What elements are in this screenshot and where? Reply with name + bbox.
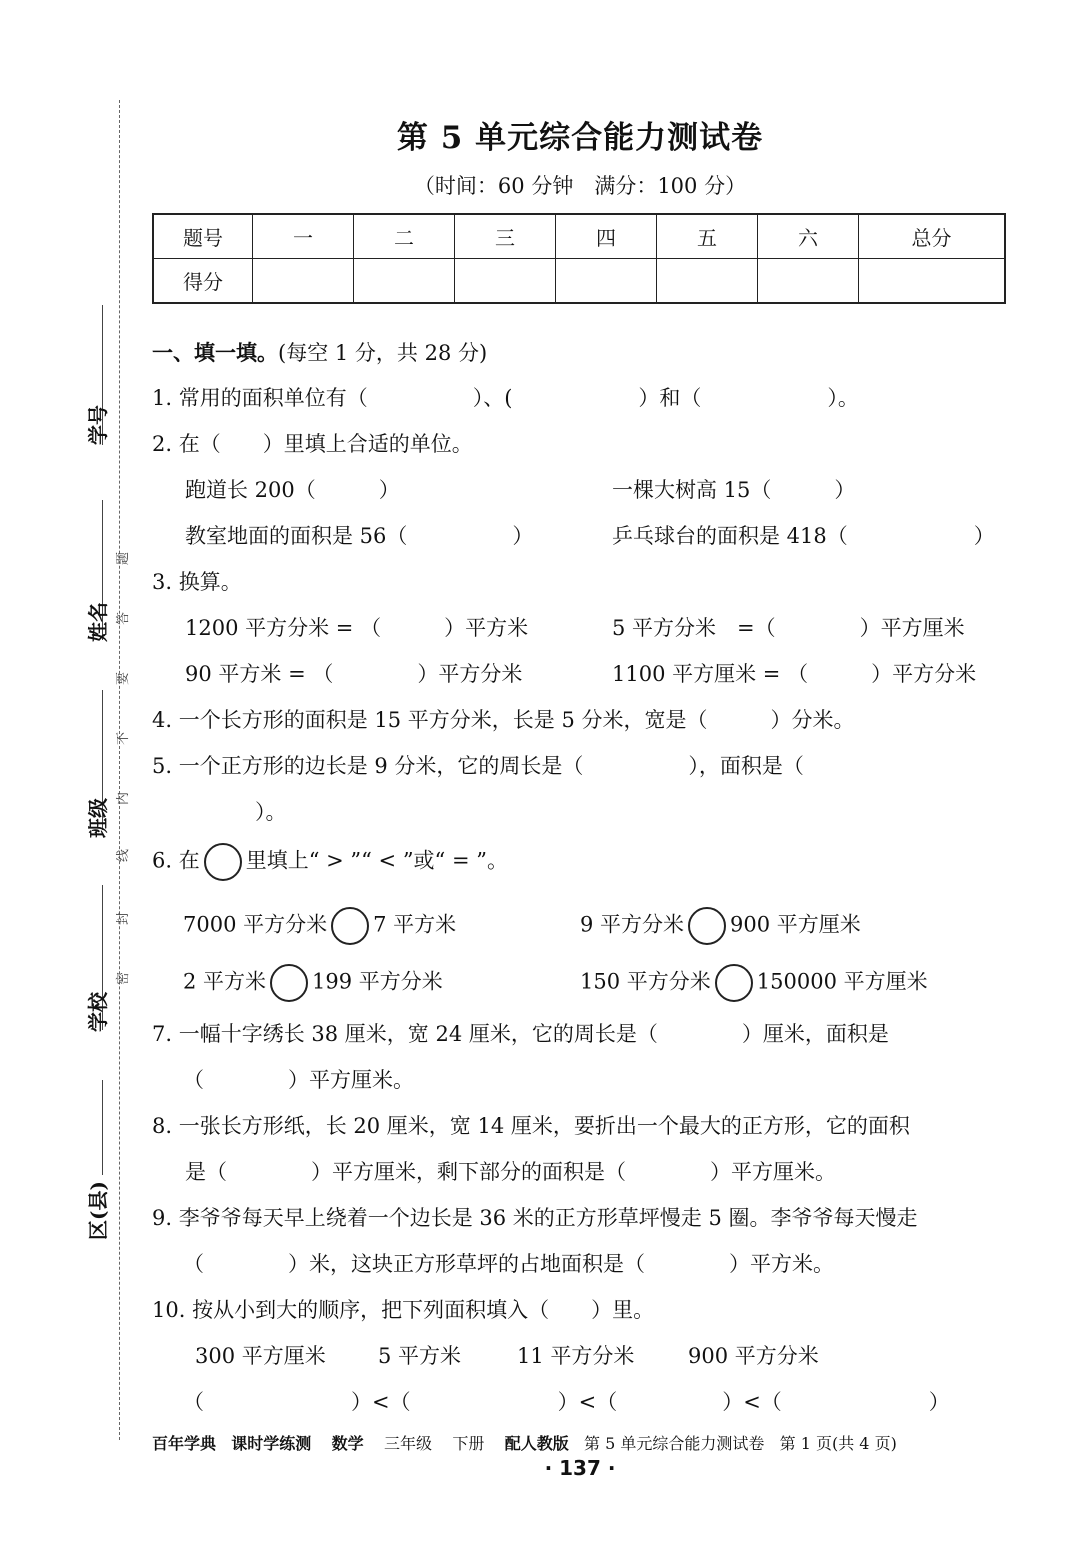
question-8: 8. 一张长方形纸，长 20 厘米，宽 14 厘米，要折出一个最大的正方形，它的面积 [152, 1114, 910, 1138]
compare-left: 9 平方分米 [580, 912, 685, 937]
compare-left: 7000 平方分米 [183, 912, 328, 937]
score-cell[interactable] [354, 259, 455, 304]
question-6c [183, 964, 443, 1002]
compare-right: 150000 平方厘米 [756, 969, 928, 994]
question-6d [580, 964, 928, 1002]
score-cell[interactable] [253, 259, 354, 304]
question-10: 10. 按从小到大的顺序，把下列面积填入（ ）里。 [152, 1298, 655, 1322]
seal-char-7: 答 [116, 611, 131, 625]
footer-edition: 配人教版 [504, 1434, 569, 1453]
page-title: 第 5 单元综合能力测试卷 [396, 120, 764, 156]
table-header-cell: 总分 [859, 214, 1006, 259]
compare-right: 900 平方厘米 [730, 912, 861, 937]
score-table [152, 213, 1006, 304]
area-item: 5 平方米 [378, 1344, 462, 1368]
footer-grade: 三年级 [384, 1434, 433, 1453]
table-header-cell: 题号 [153, 214, 253, 259]
table-header-cell: 三 [455, 214, 556, 259]
question-3b: 5 平方分米 =（ ）平方厘米 [612, 616, 965, 640]
question-6b [580, 907, 861, 945]
seal-char-4: 内 [116, 791, 131, 805]
section-1-title: 一、填一填。 [152, 340, 278, 365]
score-cell[interactable] [455, 259, 556, 304]
footer-series: 课时学练测 [231, 1434, 312, 1453]
compare-circle[interactable] [270, 964, 308, 1002]
question-6-post: 里填上“ > ”“ < ”或“ = ”。 [245, 848, 508, 873]
seal-char-5: 不 [116, 731, 131, 745]
question-5-cont: ）。 [255, 800, 287, 824]
footer-brand: 百年学典 [152, 1434, 217, 1453]
area-item: 11 平方分米 [517, 1344, 635, 1368]
question-7: 7. 一幅十字绣长 38 厘米，宽 24 厘米，它的周长是（ ）厘米，面积是 [152, 1022, 889, 1046]
section-1-note: (每空 1 分，共 28 分) [278, 341, 488, 365]
footer-pages: 第 1 页(共 4 页) [779, 1434, 897, 1453]
question-9-cont: （ ）米，这块正方形草坪的占地面积是（ ）平方米。 [183, 1252, 834, 1276]
xuehao-label: 学号 [86, 405, 110, 445]
quxian-underline [102, 1080, 103, 1175]
compare-right: 7 平方米 [373, 912, 457, 937]
question-4: 4. 一个长方形的面积是 15 平方分米，长是 5 分米，宽是（ ）分米。 [152, 708, 855, 732]
compare-circle[interactable] [688, 907, 726, 945]
seal-char-6: 要 [116, 671, 131, 685]
question-9: 9. 李爷爷每天早上绕着一个边长是 36 米的正方形草坪慢走 5 圈。李爷爷每天慢走 [152, 1206, 918, 1230]
score-cell[interactable] [859, 259, 1006, 304]
seal-char-8: 题 [116, 551, 131, 565]
question-3: 3. 换算。 [152, 570, 242, 594]
score-table-header-row [153, 214, 1005, 259]
seal-char-2: 封 [116, 911, 131, 925]
page-subtitle: （时间：60 分钟 满分：100 分） [413, 174, 747, 198]
table-header-cell: 二 [354, 214, 455, 259]
question-10-blanks: （ ）<（ ）<（ ）<（ ） [183, 1390, 950, 1414]
circle-icon [204, 843, 242, 881]
page-number: · 137 · [544, 1456, 616, 1480]
binding-dashed-line [119, 100, 120, 1440]
area-item: 300 平方厘米 [195, 1344, 326, 1368]
question-3c: 90 平方米 = （ ）平方分米 [185, 662, 523, 686]
question-3d: 1100 平方厘米 = （ ）平方分米 [612, 662, 977, 686]
question-6 [152, 843, 508, 881]
question-6a [183, 907, 456, 945]
table-header-cell: 五 [657, 214, 758, 259]
question-5: 5. 一个正方形的边长是 9 分米，它的周长是（ ），面积是（ [152, 754, 804, 778]
table-header-cell: 四 [556, 214, 657, 259]
compare-right: 199 平方分米 [312, 969, 443, 994]
question-3a: 1200 平方分米 = （ ）平方米 [185, 616, 529, 640]
area-item: 900 平方分米 [688, 1344, 819, 1368]
question-2b: 一棵大树高 15（ ） [612, 478, 856, 502]
footer-subject: 数学 [331, 1434, 364, 1453]
table-header-cell: 一 [253, 214, 354, 259]
table-header-cell: 六 [758, 214, 859, 259]
footer-volume: 下册 [452, 1434, 485, 1453]
question-7-cont: （ ）平方厘米。 [183, 1068, 414, 1092]
score-table-score-row [153, 259, 1005, 304]
question-2c: 教室地面的面积是 56（ ） [185, 524, 534, 548]
compare-left: 2 平方米 [183, 969, 267, 994]
compare-left: 150 平方分米 [580, 969, 711, 994]
xingming-label: 姓名 [86, 602, 110, 642]
compare-circle[interactable] [715, 964, 753, 1002]
score-cell[interactable] [758, 259, 859, 304]
score-cell[interactable] [556, 259, 657, 304]
question-6-pre: 6. 在 [152, 848, 200, 873]
question-1: 1. 常用的面积单位有（ ）、( ）和（ ）。 [152, 386, 859, 410]
seal-char-3: 线 [116, 848, 131, 862]
compare-circle[interactable] [331, 907, 369, 945]
section-1-heading [152, 337, 487, 367]
footer [152, 1431, 897, 1454]
banji-label: 班级 [86, 798, 110, 838]
question-2: 2. 在（ ）里填上合适的单位。 [152, 432, 473, 456]
question-2d: 乒乓球台的面积是 418（ ） [612, 524, 995, 548]
quxian-label: 区(县) [86, 1181, 110, 1240]
table-row-label: 得分 [153, 259, 253, 304]
score-cell[interactable] [657, 259, 758, 304]
question-2a: 跑道长 200（ ） [185, 478, 400, 502]
footer-paper: 第 5 单元综合能力测试卷 [584, 1434, 765, 1453]
seal-char-1: 密 [116, 971, 131, 985]
question-8-cont: 是（ ）平方厘米，剩下部分的面积是（ ）平方厘米。 [185, 1160, 836, 1184]
xuexiao-label: 学校 [86, 992, 110, 1032]
